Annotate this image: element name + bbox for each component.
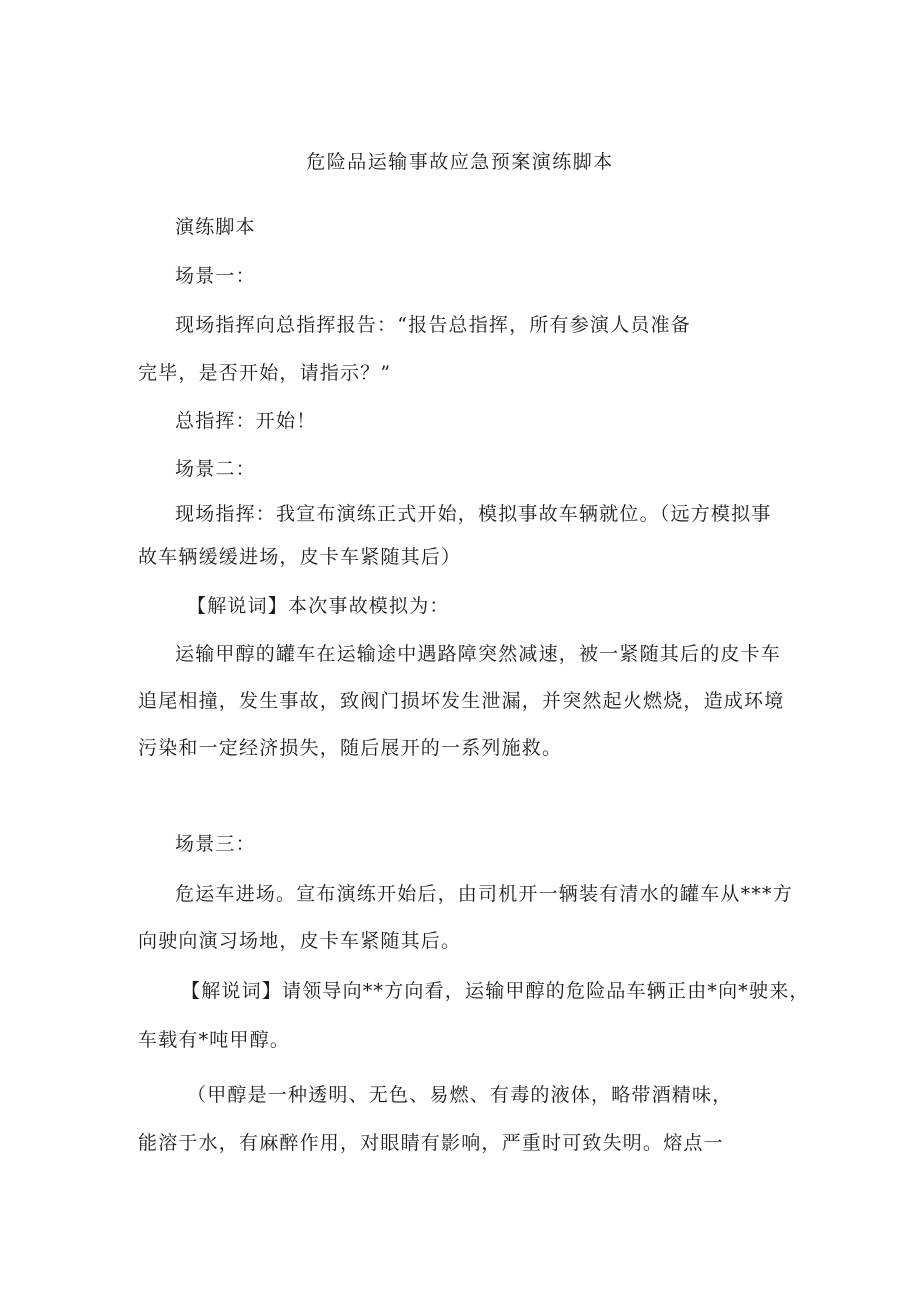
paragraph-line: 现场指挥：我宣布演练正式开始，模拟事故车辆就位。（远方模拟事 (175, 503, 772, 525)
scene-one-heading: 场景一： (175, 265, 256, 287)
paragraph-line: 车载有*吨甲醇。 (138, 1029, 291, 1051)
scene-three-heading: 场景三： (175, 833, 256, 855)
paragraph-line: （甲醇是一种透明、无色、易燃、有毒的液体，略带酒精味， (187, 1084, 733, 1106)
paragraph-line: 现场指挥向总指挥报告：“报告总指挥，所有参演人员准备 (175, 314, 691, 336)
scene-two-heading: 场景二： (175, 458, 256, 480)
narration-line: 【解说词】请领导向**方向看，运输甲醇的危险品车辆正由*向*驶来， (181, 980, 810, 1002)
paragraph-line: 完毕，是否开始，请指示？” (138, 362, 392, 384)
paragraph-line: 污染和一定经济损失，随后展开的一系列施救。 (138, 737, 563, 759)
paragraph-line: 故车辆缓缓进场，皮卡车紧随其后） (138, 546, 462, 568)
document-title: 危险品运输事故应急预案演练脚本 (306, 151, 614, 173)
paragraph-line: 向驶向演习场地，皮卡车紧随其后。 (138, 930, 462, 952)
paragraph-line: 总指挥：开始！ (175, 410, 317, 432)
paragraph-line: 运输甲醇的罐车在运输途中遇路障突然减速，被一紧随其后的皮卡车 (175, 643, 782, 665)
section-heading-script: 演练脚本 (175, 216, 256, 238)
paragraph-line: 能溶于水，有麻醉作用，对眼睛有影响，严重时可致失明。熔点一 (138, 1132, 724, 1154)
paragraph-line: 追尾相撞，发生事故，致阀门损坏发生泄漏，并突然起火燃烧，造成环境 (138, 690, 785, 712)
paragraph-line: 危运车进场。宣布演练开始后，由司机开一辆装有清水的罐车从***方 (175, 883, 793, 905)
narration-heading: 【解说词】本次事故模拟为： (187, 595, 450, 617)
